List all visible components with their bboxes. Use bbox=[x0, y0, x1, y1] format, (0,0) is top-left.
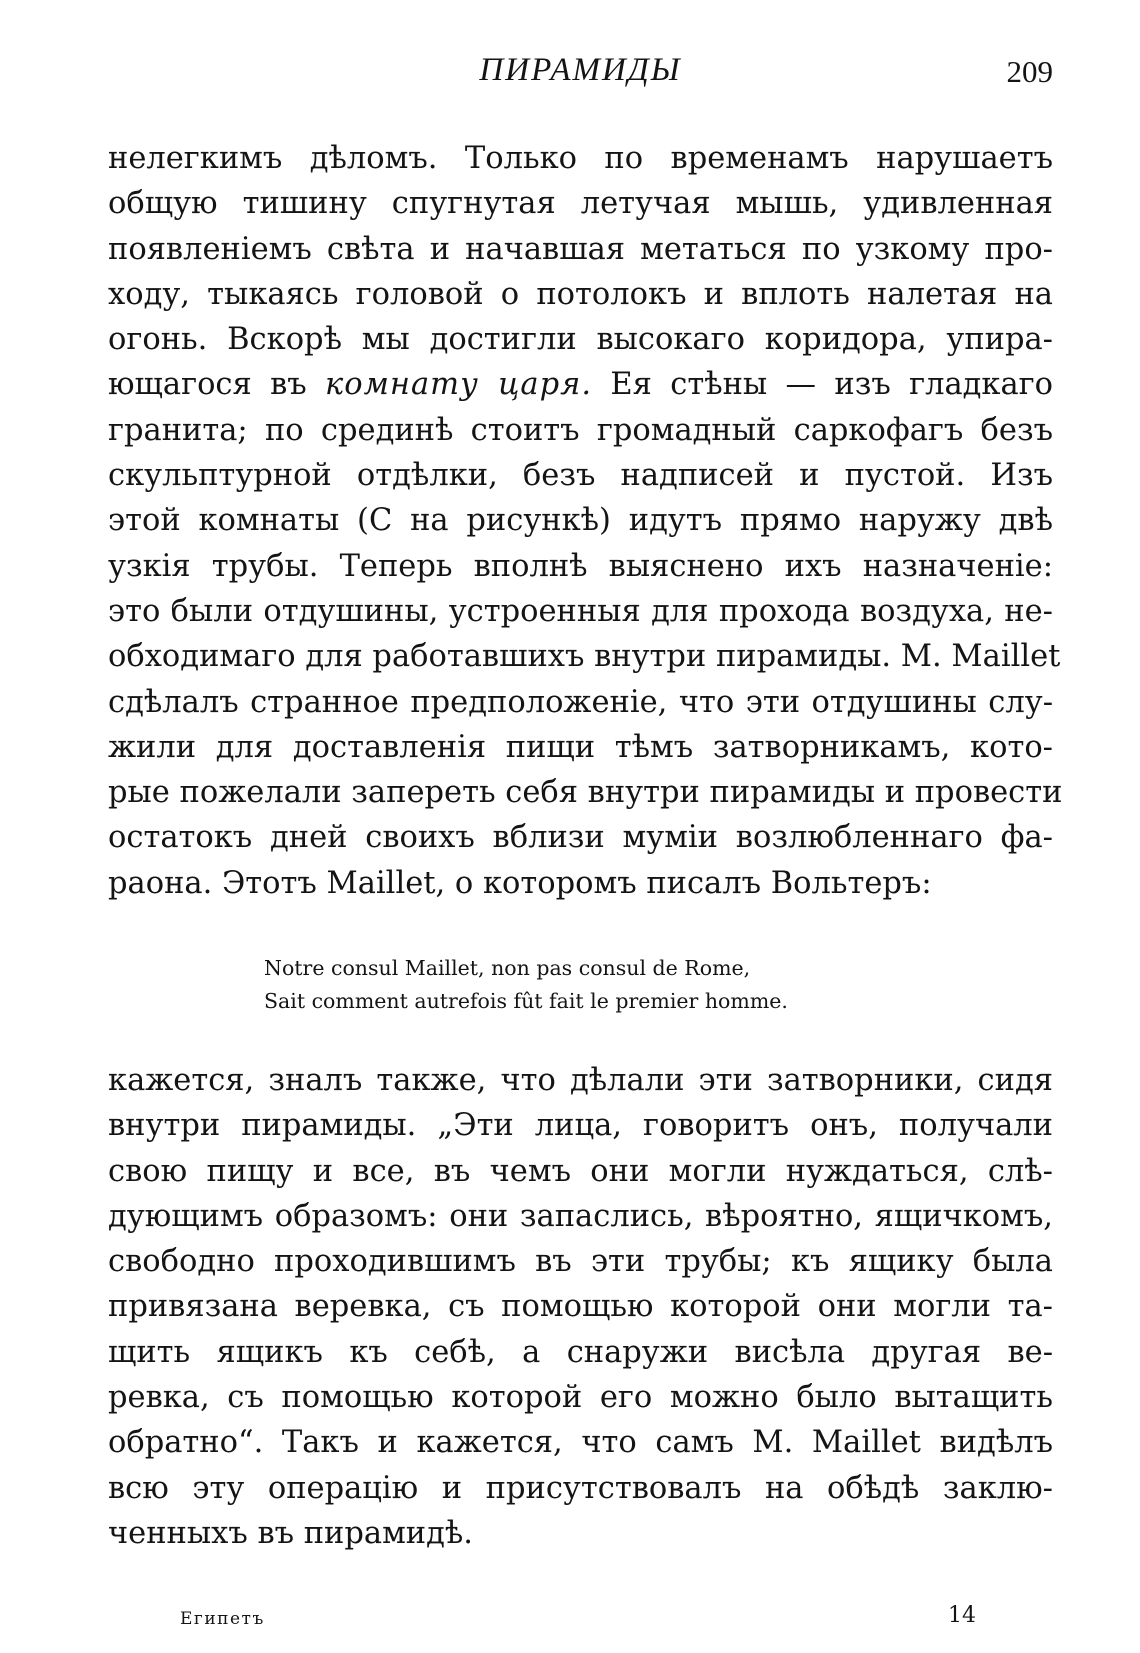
text-line: этой комнаты (С на рисункѣ) идутъ прямо наружу двѣ bbox=[108, 503, 1053, 539]
text-line: рые пожелали запереть себя внутри пирамиды и провести bbox=[108, 775, 1063, 811]
text-line: привязана веревка, съ помощью которой они могли та- bbox=[108, 1289, 1053, 1325]
text-line-with-emphasis bbox=[108, 362, 1053, 407]
paragraph-1 bbox=[108, 136, 1063, 906]
page-number: 209 bbox=[1006, 54, 1053, 89]
verse-line: Notre consul Maillet, non pas consul de Rome, bbox=[264, 956, 751, 980]
text-line: свободно проходившимъ въ эти трубы; къ ящику была bbox=[108, 1244, 1053, 1280]
text-line: огонь. Вскорѣ мы достигли высокаго коридора, упира- bbox=[108, 322, 1053, 358]
text-line: обратно“. Такъ и кажется, что самъ M. Maillet видѣлъ bbox=[108, 1425, 1053, 1461]
text-line: жили для доставленія пищи тѣмъ затворникамъ, кото- bbox=[108, 729, 1053, 765]
text-line: узкія трубы. Теперь вполнѣ выяснено ихъ назначеніе: bbox=[108, 548, 1053, 584]
text-segment: ющагося въ bbox=[108, 367, 307, 403]
text-line: обходимаго для работавшихъ внутри пирамиды. M. Maillet bbox=[108, 639, 1061, 675]
text-line: щить ящикъ къ себѣ, а снаружи висѣла другая ве- bbox=[108, 1334, 1053, 1370]
text-line: всю эту операцію и присутствовалъ на обѣдѣ заклю- bbox=[108, 1470, 1053, 1506]
text-line: это были отдушины, устроенныя для прохода воздуха, не- bbox=[108, 593, 1053, 629]
emphasis-king-chamber: комнату царя. bbox=[325, 367, 593, 403]
text-line: раона. Этотъ Maillet, о которомъ писалъ Вольтеръ: bbox=[108, 865, 932, 901]
text-line: ченныхъ въ пирамидѣ. bbox=[108, 1515, 474, 1551]
sheet-number: 14 bbox=[948, 1603, 976, 1628]
paragraph-2 bbox=[108, 1058, 1053, 1556]
running-title: ПИРАМИДЫ bbox=[479, 52, 682, 88]
text-line: ходу, тыкаясь головой о потолокъ и вплоть налетая на bbox=[108, 276, 1053, 312]
text-line: сдѣлалъ странное предположеніе, что эти отдушины слу- bbox=[108, 684, 1053, 720]
text-line: нелегкимъ дѣломъ. Только по временамъ нарушаетъ bbox=[108, 141, 1053, 176]
verse-line: Sait comment autrefois fût fait le premier homme. bbox=[264, 989, 788, 1013]
text-line: дующимъ образомъ: они запаслись, вѣроятно, ящичкомъ, bbox=[108, 1198, 1053, 1234]
text-segment: Ея стѣны — изъ гладкаго bbox=[610, 367, 1054, 403]
page-footer bbox=[180, 1603, 980, 1635]
printer-signature: Египетъ bbox=[180, 1609, 265, 1629]
text-line: появленіемъ свѣта и начавшая метаться по узкому про- bbox=[108, 231, 1053, 267]
text-line: внутри пирамиды. „Эти лица, говоритъ онъ, получали bbox=[108, 1108, 1053, 1144]
text-line: общую тишину спугнутая летучая мышь, удивленная bbox=[108, 186, 1053, 222]
text-line: кажется, зналъ также, что дѣлали эти затворники, сидя bbox=[108, 1063, 1053, 1098]
text-line: ревка, съ помощью которой его можно было вытащить bbox=[108, 1380, 1053, 1416]
text-line: гранита; по срединѣ стоитъ громадный саркофагъ безъ bbox=[108, 412, 1053, 448]
running-head bbox=[108, 52, 1053, 92]
text-line: скульптурной отдѣлки, безъ надписей и пустой. Изъ bbox=[108, 458, 1053, 494]
text-line: свою пищу и все, въ чемъ они могли нуждаться, слѣ- bbox=[108, 1153, 1053, 1189]
verse-quote bbox=[264, 952, 904, 1018]
text-line: остатокъ дней своихъ вблизи муміи возлюбленнаго фа- bbox=[108, 820, 1053, 856]
